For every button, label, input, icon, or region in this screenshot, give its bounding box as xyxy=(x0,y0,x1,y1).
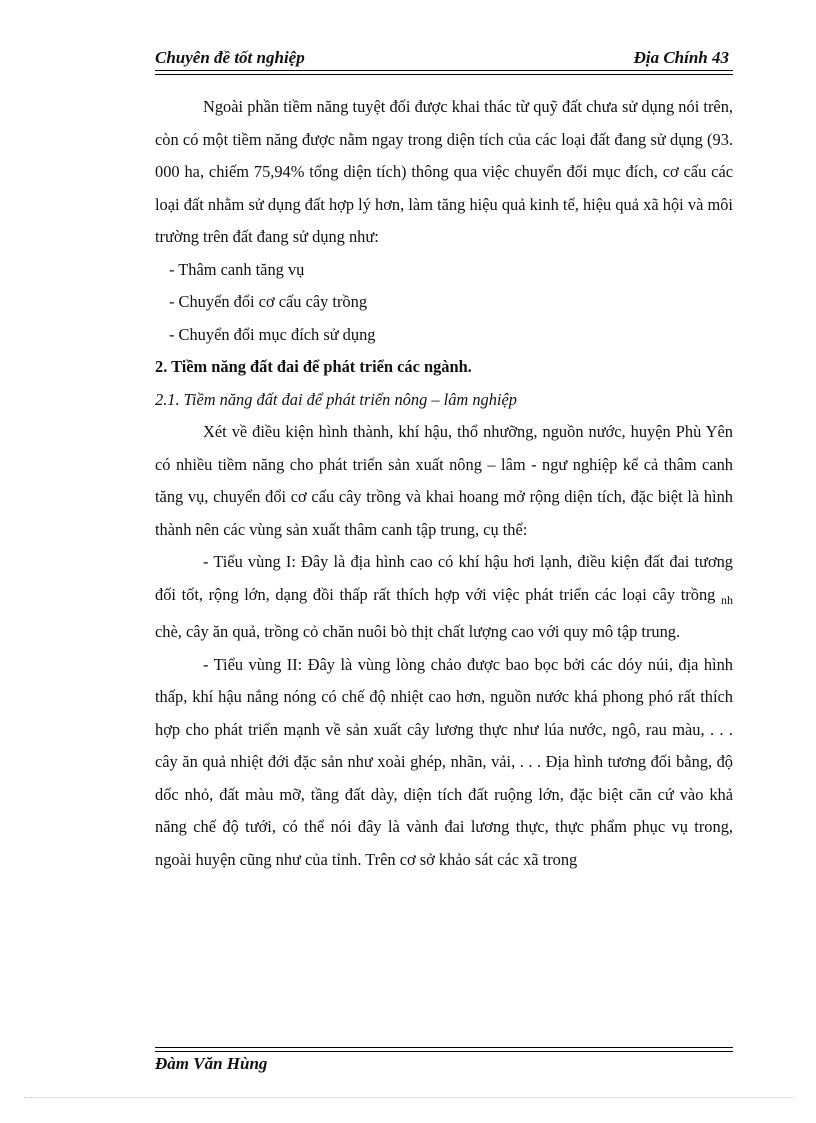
subsection-heading: 2.1. Tiềm năng đất đai để phát triển nông – lâm nghiệp xyxy=(155,389,517,409)
page-edge-dotted-line xyxy=(24,1097,794,1098)
subregion-1-subscript: nh xyxy=(720,592,733,607)
list-item-land-use-change: - Chuyển đổi mục đích sử dụng xyxy=(169,324,376,344)
paragraph-conditions: Xét về điều kiện hình thành, khí hậu, thổ nhưỡng, nguồn nước, huyện Phù Yên có nhiều tiềm năng cho phát triển sản xuất nông – lâm - ngư nghiệp kể cả thâm canh tăng vụ, chuyển đổi cơ cấu cây trồng và khai hoang mở rộng diện tích, đặc biệt là hình thành nên các vùng sản xuất thâm canh tập trung, cụ thể: xyxy=(155,422,733,539)
paragraph-subregion-1 xyxy=(155,546,733,649)
list-item-crop-structure: - Chuyển đổi cơ cấu cây trồng xyxy=(169,292,368,311)
footer-author: Đàm Văn Hùng xyxy=(155,1054,268,1073)
subregion-1-text-b: chè, cây ăn quả, trồng cỏ chăn nuôi bò thịt chất lượng cao với quy mô tập trung. xyxy=(155,622,681,641)
footer-rule xyxy=(155,1051,733,1052)
paragraph-intro: Ngoài phần tiềm năng tuyệt đối được khai thác từ quỹ đất chưa sử dụng nói trên, còn có một tiềm năng được nằm ngay trong diện tích của các loại đất đang sử dụng (93. 000 ha, chiếm 75,94% tổng diện tích) thông qua việc chuyển đổi mục đích, cơ cấu các loại đất nhằm sử dụng đất hợp lý hơn, làm tăng hiệu quả kinh tế, hiệu quả xã hội và môi trường trên đất đang sử dụng như: xyxy=(155,97,733,246)
section-heading: 2. Tiềm năng đất đai để phát triển các ngành. xyxy=(155,357,472,376)
paragraph-subregion-2: - Tiểu vùng II: Đây là vùng lòng chảo được bao bọc bởi các dóy núi, địa hình thấp, khí hậu nắng nóng có chế độ nhiệt cao hơn, nguồn nước khá phong phó rất thích hợp cho phát triển mạnh về sản xuất cây lương thực như lúa nước, ngô, rau màu, . . . cây ăn quả nhiệt đới đặc sản như xoài ghép, nhãn, vải, . . . Địa hình tương đối bằng, độ dốc nhỏ, đất màu mỡ, tầng đất dày, diện tích đất ruộng lớn, đặc biệt căn cứ vào khả năng chế độ tưới, có thể nói đây là vành đai lương thực, thực phẩm phục vụ trong, ngoài huyện cũng như của tỉnh. Trên cơ sở khảo sát các xã trong xyxy=(155,654,733,869)
header-class: Địa Chính 43 xyxy=(633,48,729,67)
document-body xyxy=(155,91,733,876)
page-header xyxy=(155,48,733,72)
header-rule-thin xyxy=(155,74,733,75)
header-title: Chuyên đề tốt nghiệp xyxy=(155,48,305,67)
footer-rule-thin xyxy=(155,1047,733,1048)
list-item-intensive-farming: - Thâm canh tăng vụ xyxy=(169,259,305,279)
subregion-1-text-a: - Tiểu vùng I: Đây là địa hình cao có khí hậu hơi lạnh, điều kiện đất đai tương đối tốt, rộng lớn, dạng đồi thấp rất thích hợp với việc phát triển các loại cây trồng xyxy=(155,552,733,604)
header-rule xyxy=(155,70,733,71)
